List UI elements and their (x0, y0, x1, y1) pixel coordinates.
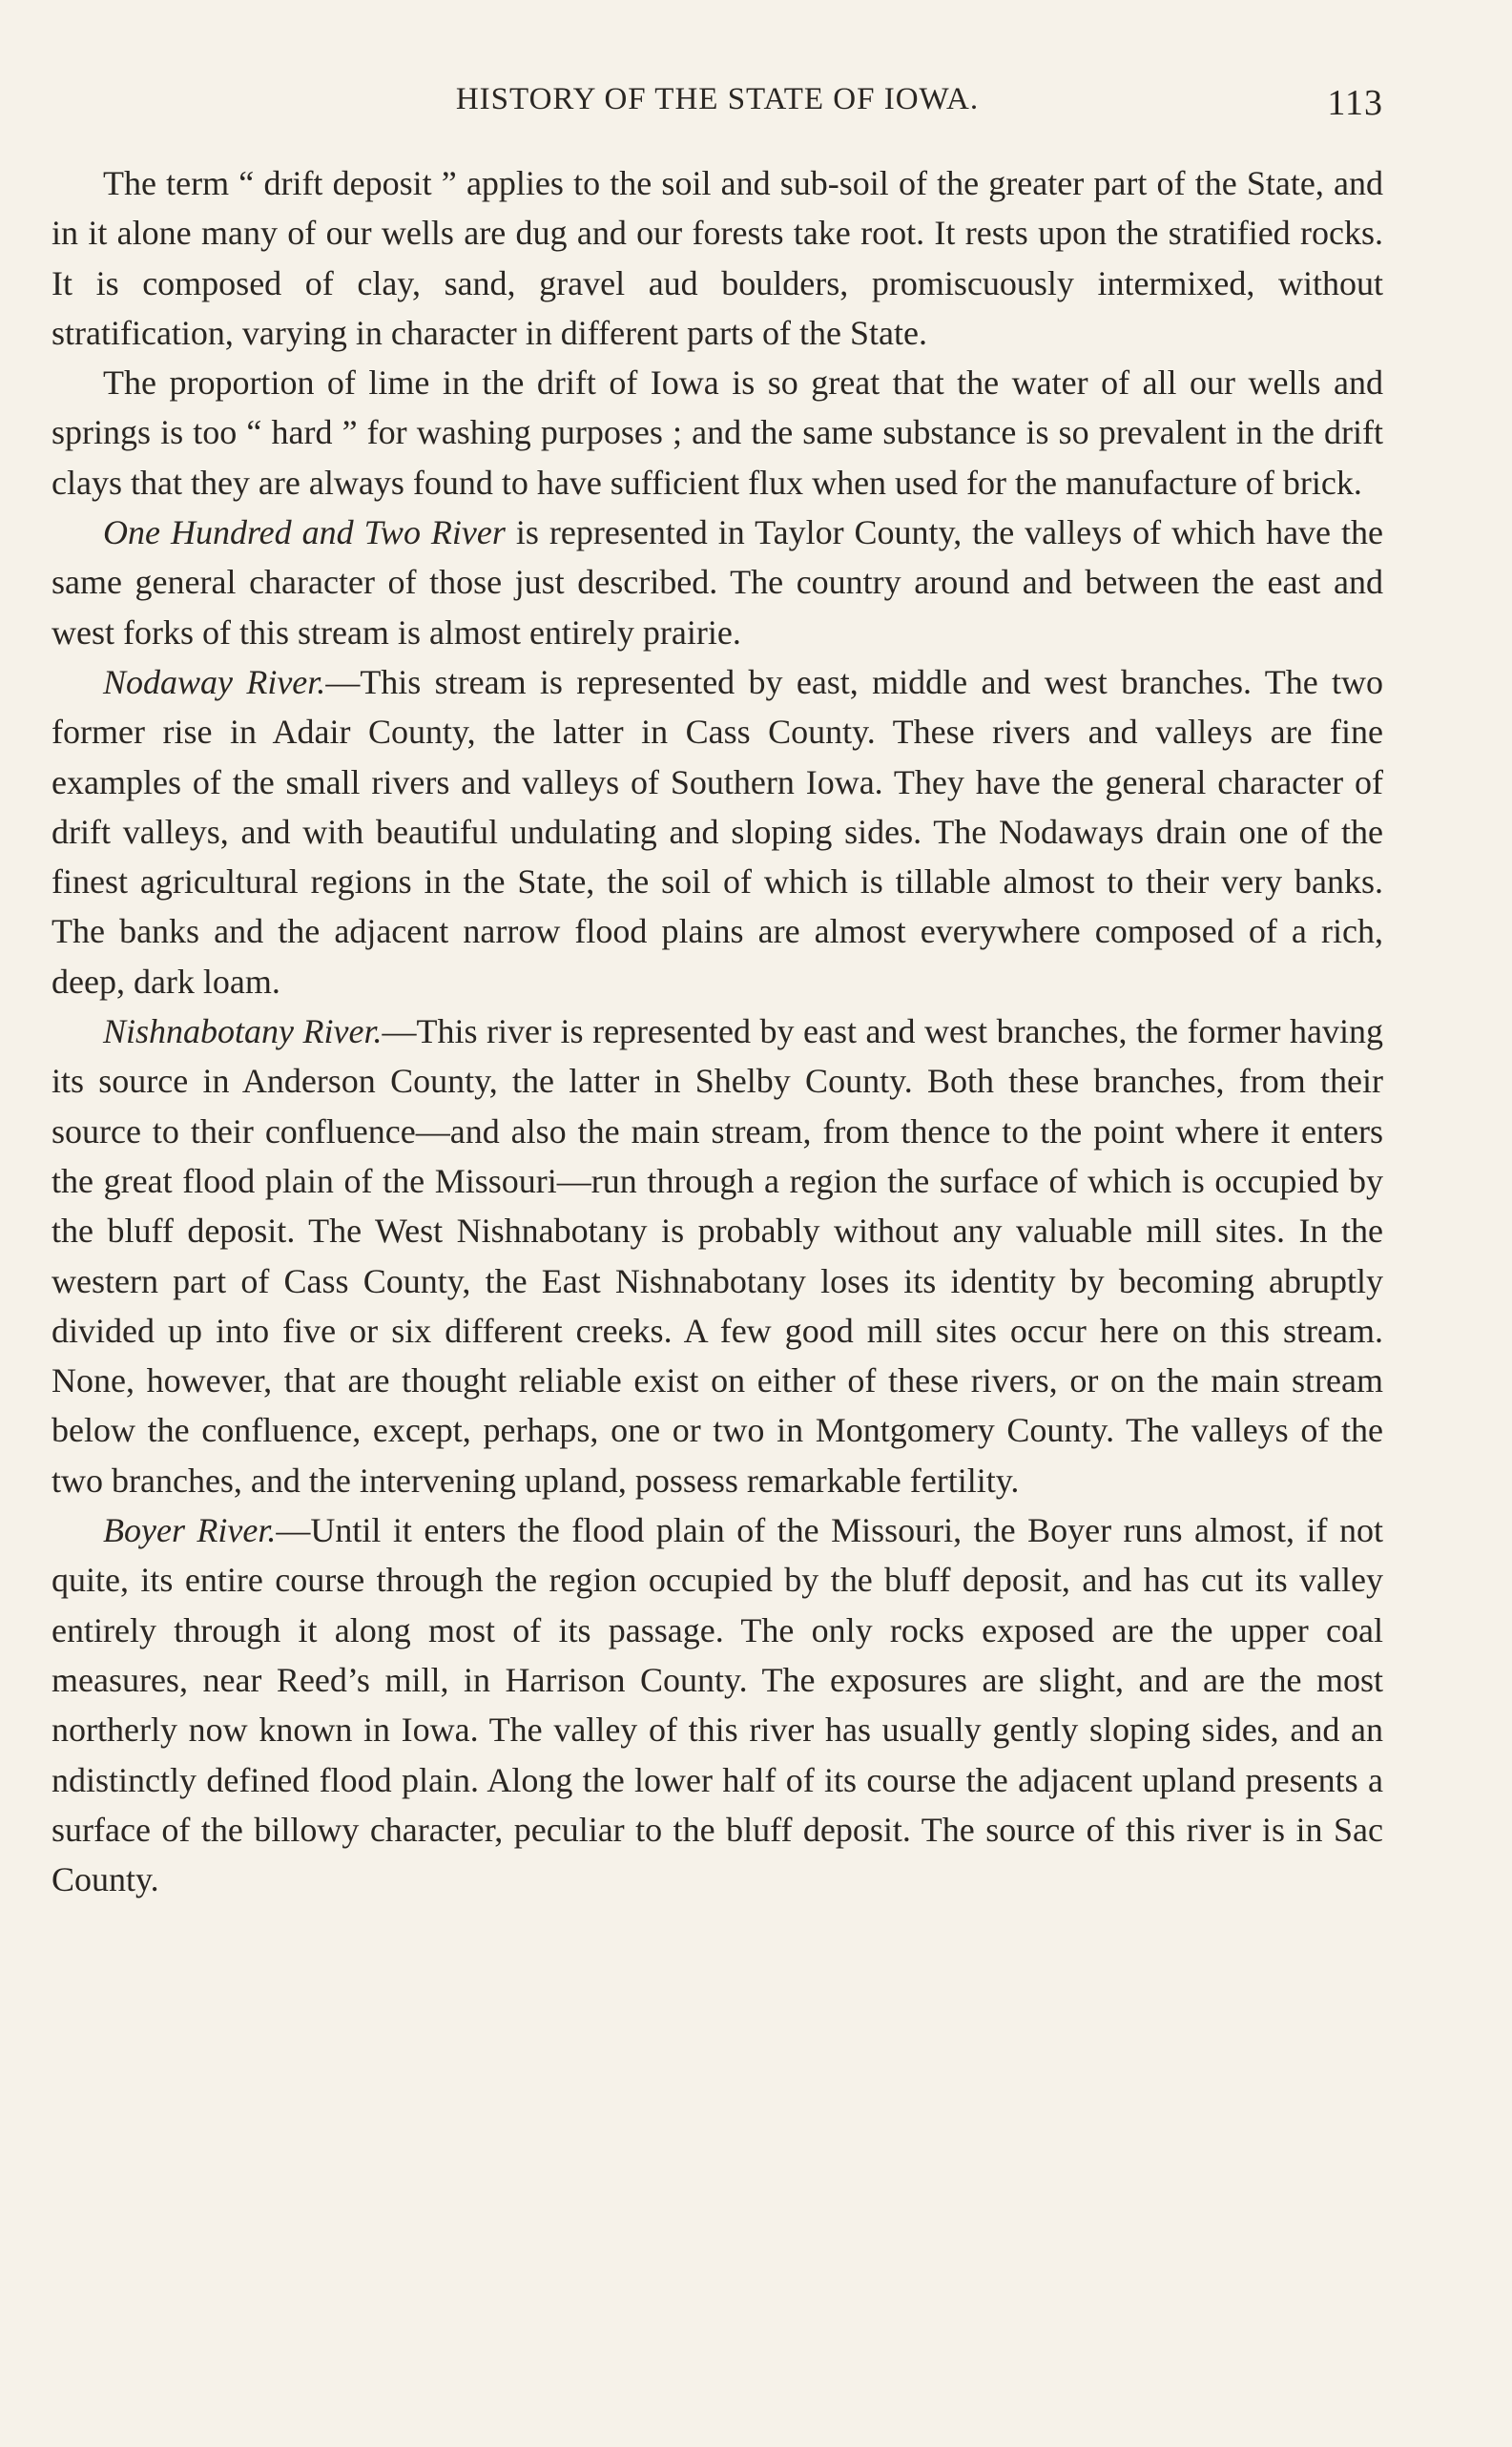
paragraph-text: The term “ drift deposit ” applies to the soil and sub-soil of the greater part of the State, and in it alone many of our wells are dug and our forests take root. It rests upon the stratified rocks. It is composed of clay, sand, gravel aud boulders, promiscuously intermixed, without stratification, varying in character in different parts of the State. (52, 164, 1383, 352)
paragraph-lead: Nodaway River. (103, 662, 326, 701)
running-title: HISTORY OF THE STATE OF IOWA. (455, 82, 980, 116)
paragraph-nodaway-river (52, 657, 1383, 1006)
paragraph-text: —This stream is represented by east, middle and west branches. The two former rise in Adair County, the latter in Cass County. These rivers and valleys are fine examples of the small rivers and valleys of Southern Iowa. They have the general character of drift valleys, and with beautiful undulating and sloping sides. The Nodaways drain one of the finest agricultural regions in the State, the soil of which is tillable almost to their very banks. The banks and the adjacent narrow flood plains are almost everywhere composed of a rich, deep, dark loam. (52, 662, 1383, 1001)
paragraph-boyer-river (52, 1505, 1383, 1904)
body-text (52, 158, 1383, 1904)
paragraph-lead: One Hundred and Two River (103, 513, 506, 552)
paragraph-nishnabotany-river (52, 1006, 1383, 1505)
paragraph-text: The proportion of lime in the drift of Iowa is so great that the water of all our wells and springs is too “ hard ” for washing purposes ; and the same substance is so prevalent in the drift clays that they are always found to have sufficient flux when used for the manufacture of brick. (52, 363, 1383, 502)
paragraph-text: —This river is represented by east and west branches, the former having its source in Anderson County, the latter in Shelby County. Both these branches, from their source to their confluence—and also the main stream, from thence to the point where it enters the great flood plain of the Missouri—run through a region the surface of which is occupied by the bluff deposit. The West Nishnabotany is probably without any valuable mill sites. In the western part of Cass County, the East Nishnabotany loses its identity by becoming abruptly divided up into five or six different creeks. A few good mill sites occur here on this stream. None, however, that are thought reliable exist on either of these rivers, or on the main stream below the confluence, except, perhaps, one or two in Montgomery County. The valleys of the two branches, and the intervening upland, possess remarkable fertility. (52, 1012, 1383, 1500)
paragraph-text: is represented in Taylor County, the valleys of which have the same general character of those just described. The country around and between the east and west forks of this stream is almost entirely prairie. (52, 513, 1383, 652)
running-head (52, 82, 1383, 130)
paragraph-lead: Nishnabotany River. (103, 1012, 383, 1051)
paragraph-lead: Boyer River. (103, 1511, 277, 1550)
paragraph-lime-proportion (52, 358, 1383, 508)
page-number: 113 (1327, 83, 1383, 123)
paragraph-text: —Until it enters the flood plain of the Missouri, the Boyer runs almost, if not quite, its entire course through the region occupied by the bluff deposit, and has cut its valley entirely through it along most of its passage. The only rocks exposed are the upper coal measures, near Reed’s mill, in Harrison County. The exposures are slight, and are the most northerly now known in Iowa. The valley of this river has usually gently sloping sides, and an ndistinctly defined flood plain. Along the lower half of its course the adjacent upland presents a surface of the billowy character, peculiar to the bluff deposit. The source of this river is in Sac County. (52, 1511, 1383, 1899)
paragraph-drift-deposit (52, 158, 1383, 358)
paragraph-one-hundred-and-two-river (52, 508, 1383, 657)
